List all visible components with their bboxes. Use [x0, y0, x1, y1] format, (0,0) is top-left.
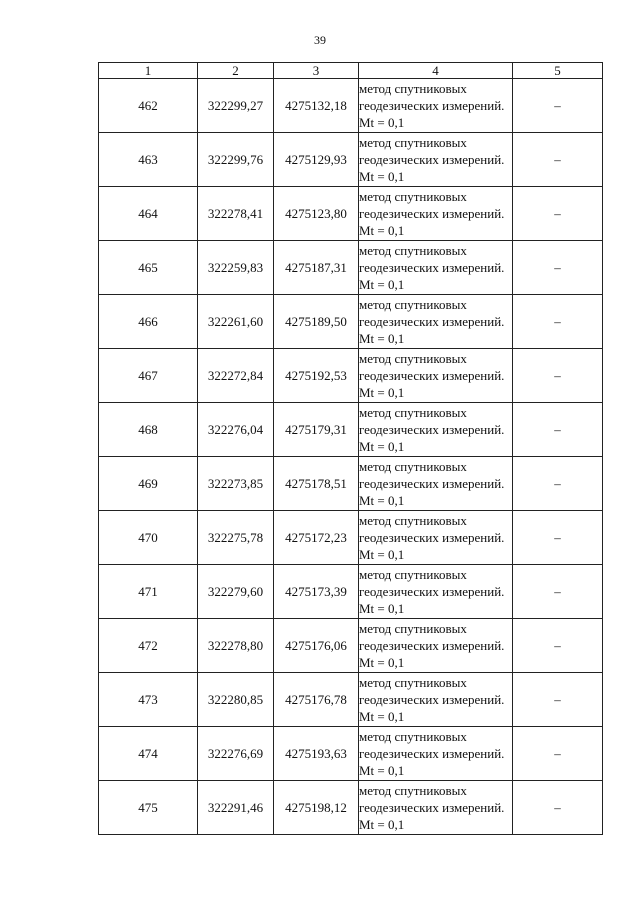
table-row [99, 619, 603, 673]
table-header-row [99, 63, 603, 79]
y-coordinate-cell: 4275123,80 [274, 187, 359, 241]
method-cell: метод спутниковых геодезических измерений. Mt = 0,1 [359, 565, 513, 619]
point-number-cell: 467 [99, 349, 198, 403]
table-body [99, 79, 603, 835]
note-cell: – [513, 781, 603, 835]
table-row [99, 565, 603, 619]
x-coordinate-cell: 322276,69 [198, 727, 274, 781]
note-cell: – [513, 133, 603, 187]
table-row [99, 349, 603, 403]
x-coordinate-cell: 322276,04 [198, 403, 274, 457]
note-cell: – [513, 295, 603, 349]
note-cell: – [513, 457, 603, 511]
method-cell: метод спутниковых геодезических измерений. Mt = 0,1 [359, 403, 513, 457]
table-row [99, 673, 603, 727]
x-coordinate-cell: 322261,60 [198, 295, 274, 349]
x-coordinate-cell: 322278,80 [198, 619, 274, 673]
coordinates-table [98, 62, 603, 835]
y-coordinate-cell: 4275176,78 [274, 673, 359, 727]
method-cell: метод спутниковых геодезических измерений. Mt = 0,1 [359, 295, 513, 349]
table-row [99, 79, 603, 133]
column-header: 1 [99, 63, 198, 79]
note-cell: – [513, 79, 603, 133]
column-header: 2 [198, 63, 274, 79]
table-row [99, 403, 603, 457]
table-row [99, 133, 603, 187]
point-number-cell: 472 [99, 619, 198, 673]
column-header: 4 [359, 63, 513, 79]
y-coordinate-cell: 4275189,50 [274, 295, 359, 349]
y-coordinate-cell: 4275178,51 [274, 457, 359, 511]
y-coordinate-cell: 4275129,93 [274, 133, 359, 187]
x-coordinate-cell: 322299,76 [198, 133, 274, 187]
note-cell: – [513, 619, 603, 673]
note-cell: – [513, 349, 603, 403]
method-cell: метод спутниковых геодезических измерений. Mt = 0,1 [359, 133, 513, 187]
point-number-cell: 470 [99, 511, 198, 565]
table-row [99, 781, 603, 835]
y-coordinate-cell: 4275173,39 [274, 565, 359, 619]
method-cell: метод спутниковых геодезических измерений. Mt = 0,1 [359, 619, 513, 673]
point-number-cell: 464 [99, 187, 198, 241]
method-cell: метод спутниковых геодезических измерений. Mt = 0,1 [359, 241, 513, 295]
x-coordinate-cell: 322299,27 [198, 79, 274, 133]
method-cell: метод спутниковых геодезических измерений. Mt = 0,1 [359, 673, 513, 727]
y-coordinate-cell: 4275172,23 [274, 511, 359, 565]
y-coordinate-cell: 4275193,63 [274, 727, 359, 781]
point-number-cell: 473 [99, 673, 198, 727]
table-row [99, 295, 603, 349]
method-cell: метод спутниковых геодезических измерений. Mt = 0,1 [359, 511, 513, 565]
point-number-cell: 465 [99, 241, 198, 295]
table-row [99, 727, 603, 781]
note-cell: – [513, 673, 603, 727]
point-number-cell: 462 [99, 79, 198, 133]
method-cell: метод спутниковых геодезических измерений. Mt = 0,1 [359, 79, 513, 133]
page-number: 39 [314, 33, 326, 47]
note-cell: – [513, 403, 603, 457]
point-number-cell: 463 [99, 133, 198, 187]
x-coordinate-cell: 322259,83 [198, 241, 274, 295]
method-cell: метод спутниковых геодезических измерений. Mt = 0,1 [359, 187, 513, 241]
point-number-cell: 466 [99, 295, 198, 349]
method-cell: метод спутниковых геодезических измерений. Mt = 0,1 [359, 727, 513, 781]
y-coordinate-cell: 4275179,31 [274, 403, 359, 457]
method-cell: метод спутниковых геодезических измерений. Mt = 0,1 [359, 781, 513, 835]
table-row [99, 241, 603, 295]
method-cell: метод спутниковых геодезических измерений. Mt = 0,1 [359, 349, 513, 403]
note-cell: – [513, 241, 603, 295]
note-cell: – [513, 565, 603, 619]
x-coordinate-cell: 322280,85 [198, 673, 274, 727]
table-row [99, 511, 603, 565]
note-cell: – [513, 727, 603, 781]
x-coordinate-cell: 322273,85 [198, 457, 274, 511]
y-coordinate-cell: 4275187,31 [274, 241, 359, 295]
point-number-cell: 474 [99, 727, 198, 781]
point-number-cell: 468 [99, 403, 198, 457]
point-number-cell: 471 [99, 565, 198, 619]
column-header: 3 [274, 63, 359, 79]
x-coordinate-cell: 322278,41 [198, 187, 274, 241]
y-coordinate-cell: 4275132,18 [274, 79, 359, 133]
method-cell: метод спутниковых геодезических измерений. Mt = 0,1 [359, 457, 513, 511]
note-cell: – [513, 511, 603, 565]
x-coordinate-cell: 322272,84 [198, 349, 274, 403]
x-coordinate-cell: 322279,60 [198, 565, 274, 619]
point-number-cell: 475 [99, 781, 198, 835]
y-coordinate-cell: 4275176,06 [274, 619, 359, 673]
x-coordinate-cell: 322275,78 [198, 511, 274, 565]
y-coordinate-cell: 4275198,12 [274, 781, 359, 835]
y-coordinate-cell: 4275192,53 [274, 349, 359, 403]
note-cell: – [513, 187, 603, 241]
table-row [99, 457, 603, 511]
table-row [99, 187, 603, 241]
point-number-cell: 469 [99, 457, 198, 511]
column-header: 5 [513, 63, 603, 79]
x-coordinate-cell: 322291,46 [198, 781, 274, 835]
